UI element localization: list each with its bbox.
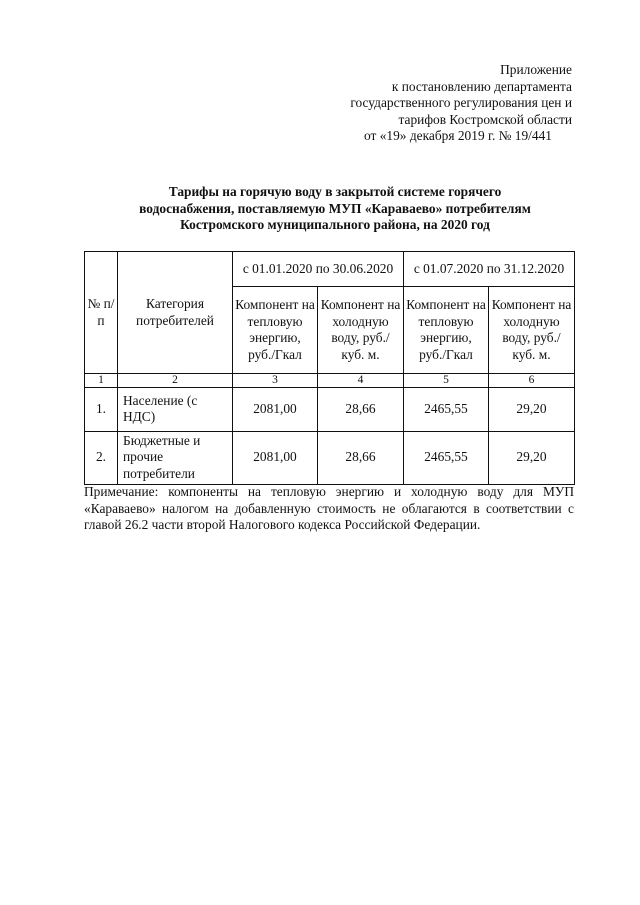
row-value: 2081,00	[233, 387, 318, 431]
table-row	[85, 431, 575, 484]
row-value: 28,66	[318, 387, 404, 431]
header-no: № п/п	[85, 252, 118, 374]
row-number: 2.	[85, 431, 118, 484]
row-category: Население (с НДС)	[118, 387, 233, 431]
column-number: 4	[318, 374, 404, 388]
header-heat-component: Компонент на тепловую энергию, руб./Гкал	[233, 287, 318, 374]
appendix-line: к постановлению департамента	[391, 78, 572, 94]
appendix-line: Приложение	[500, 62, 572, 77]
title-line: водоснабжения, поставляемую МУП «Караваево» потребителям	[139, 200, 531, 216]
column-number: 5	[404, 374, 489, 388]
header-period-1: с 01.01.2020 по 30.06.2020	[233, 252, 404, 287]
tariff-table	[84, 251, 575, 485]
row-value: 29,20	[489, 387, 575, 431]
column-number: 1	[85, 374, 118, 388]
appendix-line: тарифов Костромской области	[398, 111, 572, 127]
table-row	[85, 387, 575, 431]
document-title	[85, 184, 585, 234]
header-heat-component: Компонент на тепловую энергию, руб./Гкал	[404, 287, 489, 374]
column-number: 6	[489, 374, 575, 388]
appendix-header	[350, 62, 572, 145]
header-category: Категория потребителей	[118, 252, 233, 374]
row-value: 2465,55	[404, 387, 489, 431]
appendix-line: от «19» декабря 2019 г. № 19/441	[364, 128, 552, 143]
column-number: 3	[233, 374, 318, 388]
row-value: 2081,00	[233, 431, 318, 484]
header-cold-component: Компонент на холодную воду, руб./куб. м.	[318, 287, 404, 374]
title-line: Тарифы на горячую воду в закрытой системе горячего	[168, 184, 502, 199]
note: Примечание: компоненты на тепловую энергию и холодную воду для МУП «Караваево» налогом на добавленную стоимость не облагаются в соответствии с главой 26.2 части второй Налогового кодекса Российской Федерации.	[84, 484, 574, 532]
row-value: 28,66	[318, 431, 404, 484]
row-number: 1.	[85, 387, 118, 431]
title-line: Костромского муниципального района, на 2020 год	[180, 217, 490, 232]
row-category: Бюджетные и прочие потребители	[118, 431, 233, 484]
header-cold-component: Компонент на холодную воду, руб./куб. м.	[489, 287, 575, 374]
column-number: 2	[118, 374, 233, 388]
appendix-line: государственного регулирования цен и	[350, 95, 572, 110]
row-value: 2465,55	[404, 431, 489, 484]
header-period-2: с 01.07.2020 по 31.12.2020	[404, 252, 575, 287]
row-value: 29,20	[489, 431, 575, 484]
